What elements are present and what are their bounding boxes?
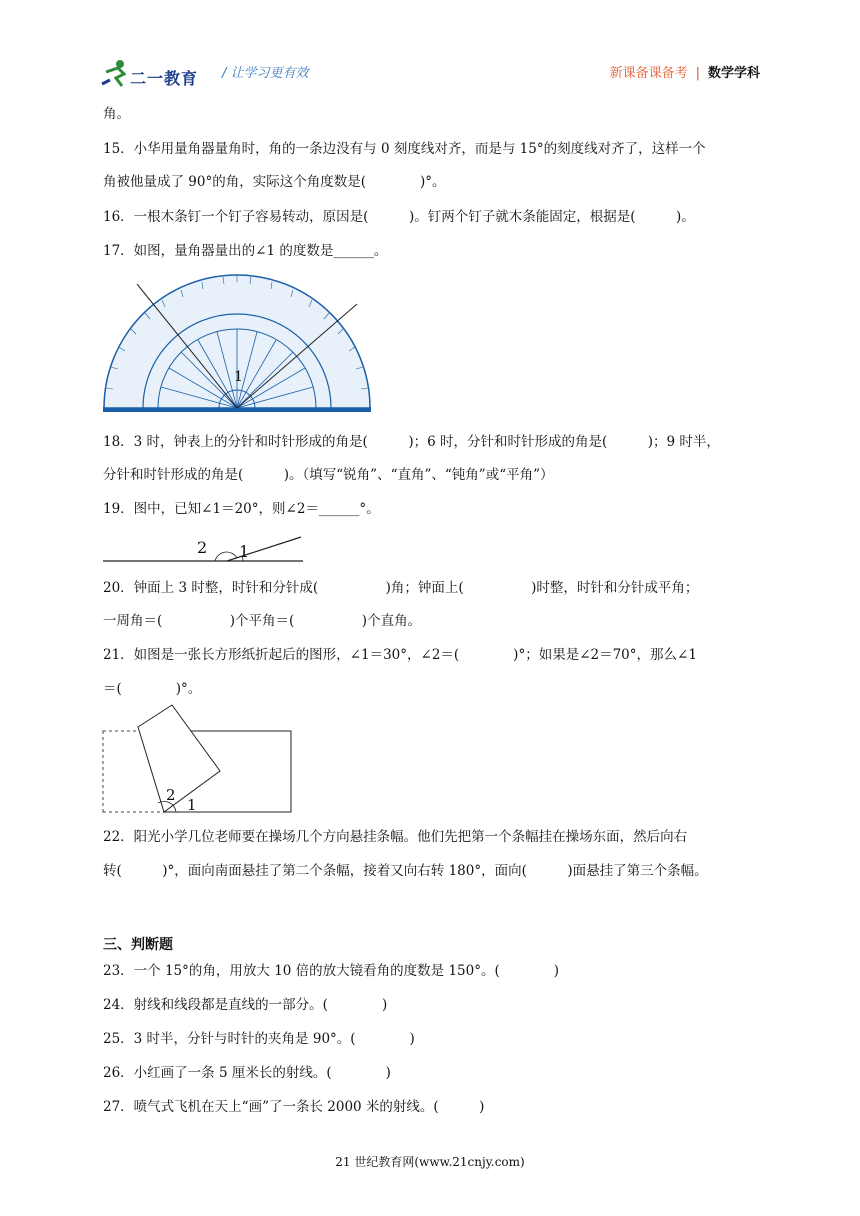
fold-angle-1-label: 1: [187, 796, 197, 814]
header-separator: |: [695, 66, 700, 81]
question-18-line1: 18．3 时，钟表上的分针和时针形成的角是( )；6 时，分针和时针形成的角是( )；9 时半，: [103, 434, 720, 450]
question-16: 16．一根木条钉一个钉子容易转动，原因是( )。钉两个钉子就木条能固定，根据是( )。: [103, 209, 695, 225]
question-22-line2: 转( )°，面向南面悬挂了第二个条幅，接着又向右转 180°，面向( )面悬挂了第三个条幅。: [103, 863, 708, 879]
runner-logo-icon: [100, 58, 130, 88]
question-20-line2: 一周角＝( )个平角＝( )个直角。: [103, 613, 422, 629]
question-15-line1: 15．小华用量角器量角时，角的一条边没有与 0 刻度线对齐，而是与 15°的刻度线对齐了，这样一个: [103, 141, 706, 157]
logo-text: 二一教育: [130, 69, 199, 88]
angle-1-label: 1: [239, 542, 250, 561]
question-15-line2: 角被他量成了 90°的角，实际这个角度数是( )°。: [103, 174, 446, 190]
question-23: 23．一个 15°的角，用放大 10 倍的放大镜看角的度数是 150°。( ): [103, 963, 559, 979]
question-25: 25．3 时半，分针与时针的夹角是 90°。( ): [103, 1031, 415, 1047]
question-18-line2: 分针和时针形成的角是( )。（填写“锐角”、“直角”、“钝角”或“平角”）: [103, 467, 554, 483]
page-header: [100, 52, 760, 92]
slogan: / 让学习更有效: [222, 66, 309, 81]
question-22-line1: 22．阳光小学几位老师要在操场几个方向悬挂条幅。他们先把第一个条幅挂在操场东面，然后向右: [103, 829, 688, 845]
angle-figure-19: [103, 533, 305, 567]
question-17: 17．如图，量角器量出的∠1 的度数是______。: [103, 243, 388, 259]
question-26: 26．小红画了一条 5 厘米长的射线。( ): [103, 1065, 391, 1081]
section-judgement-heading: 三、判断题: [103, 937, 173, 953]
question-19: 19．图中，已知∠1＝20°，则∠2＝______°。: [103, 501, 380, 517]
angle-2-label: 2: [197, 538, 208, 557]
folded-paper-figure: [102, 703, 294, 815]
page-footer: 21 世纪教育网(www.21cnjy.com): [335, 1155, 525, 1169]
header-right: [610, 62, 760, 81]
question-27: 27．喷气式飞机在天上“画”了一条长 2000 米的射线。( ): [103, 1099, 485, 1115]
question-24: 24．射线和线段都是直线的一部分。( ): [103, 997, 388, 1013]
question-21-line2: ＝( )°。: [103, 681, 202, 697]
question-21-line1: 21．如图是一张长方形纸折起后的图形，∠1＝30°，∠2＝( )°；如果是∠2＝70°，那么∠1: [103, 647, 697, 663]
header-subject-label: 数学学科: [707, 66, 760, 81]
protractor-figure: [103, 268, 373, 416]
fold-angle-2-label: 2: [166, 786, 176, 804]
protractor-angle-label: 1: [234, 369, 243, 385]
question-14-end: 角。: [103, 106, 130, 122]
header-course-label: 新课备课备考: [609, 66, 688, 81]
logo: [100, 58, 210, 88]
question-20-line1: 20．钟面上 3 时整，时针和分针成( )角；钟面上( )时整，时针和分针成平角；: [103, 580, 699, 596]
